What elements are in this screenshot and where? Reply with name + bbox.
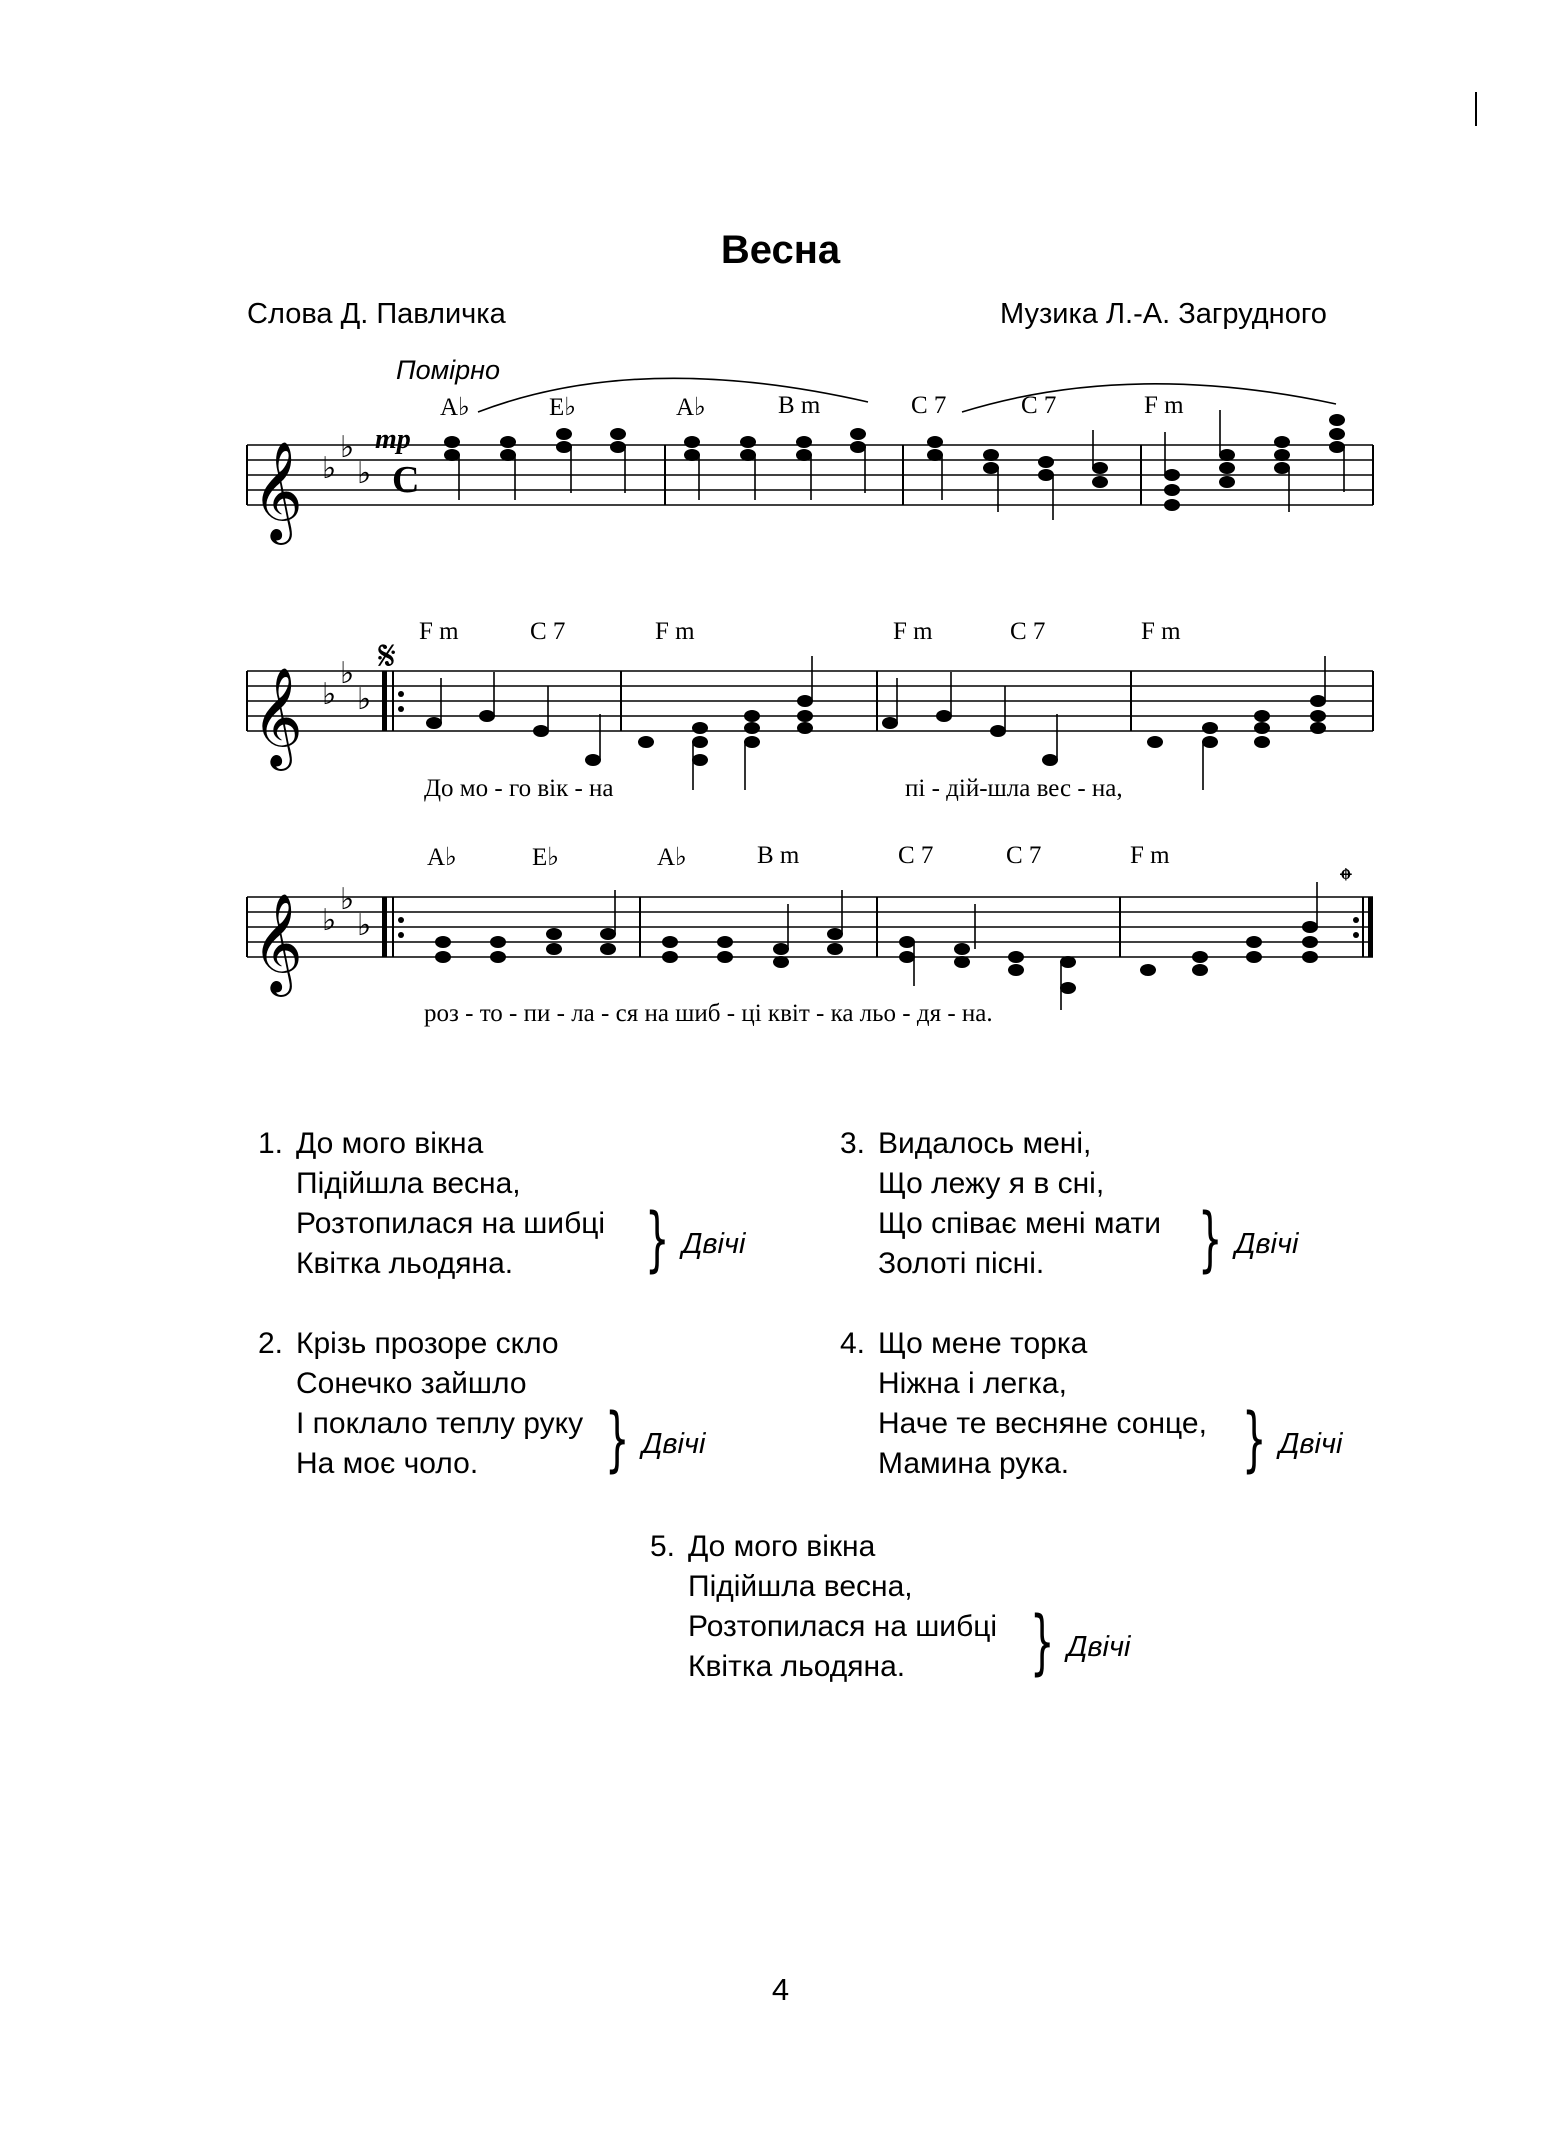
verse-number: 1.: [258, 1127, 284, 1160]
svg-text:♭: ♭: [322, 903, 337, 938]
repeat-brace-icon: }: [605, 1398, 630, 1480]
lyrics-line-2b: пі - дій-шла вес - на,: [905, 775, 1123, 802]
svg-text:♭: ♭: [340, 656, 355, 691]
chord-symbol: F m: [1130, 842, 1170, 869]
composer-credit: Музика Л.-А. Загрудного: [1000, 298, 1327, 330]
svg-text:♭: ♭: [340, 430, 355, 465]
repeat-brace-icon: }: [1030, 1601, 1055, 1683]
lyrics-line-2a: До мо - го вік - на: [424, 775, 614, 802]
chord-symbol: A♭: [657, 844, 687, 871]
svg-text:♭: ♭: [357, 908, 372, 943]
verse-number: 4.: [840, 1327, 866, 1360]
verse-line: Золоті пісні.: [878, 1247, 1045, 1280]
verse-line: Наче те весняне сонце,: [878, 1407, 1207, 1440]
time-signature: C: [392, 459, 420, 501]
repeat-twice-label: Двічі: [1235, 1228, 1299, 1260]
verse-block: [650, 1527, 997, 1687]
segno-icon: 𝄋: [378, 631, 397, 680]
verse-block: [840, 1324, 1207, 1484]
svg-text:𝄞: 𝄞: [252, 441, 303, 541]
verse-line: Ніжна і легка,: [878, 1367, 1067, 1400]
dynamic-marking: mp: [375, 424, 411, 455]
svg-text:𝄞: 𝄞: [252, 893, 303, 993]
chord-symbol: C 7: [911, 392, 947, 419]
verse-line: Видалось мені,: [878, 1127, 1092, 1160]
lyricist-credit: Слова Д. Павличка: [247, 298, 506, 330]
verse-number: 3.: [840, 1127, 866, 1160]
chord-symbol: A♭: [676, 394, 706, 421]
verse-line: Крізь прозоре скло: [296, 1327, 559, 1360]
repeat-twice-label: Двічі: [682, 1228, 746, 1260]
tempo-marking: Помірно: [396, 355, 500, 385]
repeat-twice-label: Двічі: [1067, 1631, 1131, 1663]
verse-line: І поклало теплу руку: [296, 1407, 584, 1440]
verse-line: Що співає мені мати: [878, 1207, 1162, 1240]
chord-symbol: F m: [655, 618, 695, 645]
verse-line: Квітка льодяна.: [296, 1247, 514, 1280]
svg-text:♭: ♭: [357, 682, 372, 717]
coda-icon: 𝄌: [1340, 861, 1352, 901]
chord-symbol: F m: [1144, 392, 1184, 419]
verse-line: До мого вікна: [688, 1530, 876, 1563]
svg-text:𝄞: 𝄞: [252, 667, 303, 767]
repeat-twice-label: Двічі: [1279, 1428, 1343, 1460]
verse-line: Підійшла весна,: [296, 1167, 521, 1200]
verse-number: 5.: [650, 1530, 676, 1563]
chord-symbol: A♭: [427, 844, 457, 871]
verse-line: Підійшла весна,: [688, 1570, 913, 1603]
verse-line: Розтопилася на шибці: [688, 1610, 998, 1643]
repeat-brace-icon: }: [645, 1198, 670, 1280]
verse-line: Квітка льодяна.: [688, 1650, 906, 1683]
chord-symbol: A♭: [440, 394, 470, 421]
note-stems-line1: [459, 410, 1344, 520]
verse-line: Сонечко зайшло: [296, 1367, 527, 1400]
verse-line: До мого вікна: [296, 1127, 484, 1160]
verse-block: [258, 1124, 605, 1284]
verse-line: Розтопилася на шибці: [296, 1207, 606, 1240]
treble-clef-icon: [252, 441, 303, 997]
chord-symbol: C 7: [1021, 392, 1057, 419]
song-title: Весна: [720, 228, 841, 272]
chord-symbol: C 7: [898, 842, 934, 869]
svg-text:♭: ♭: [357, 456, 372, 491]
chord-symbol: F m: [419, 618, 459, 645]
note-heads-line1: [444, 414, 1345, 511]
verse-line: Що мене торка: [878, 1327, 1088, 1360]
lyrics-line-3: роз - то - пи - ла - ся на шиб - ці квіт - ка льо - дя - на.: [424, 1000, 993, 1027]
chord-symbol: C 7: [530, 618, 566, 645]
page-number: 4: [771, 1972, 790, 2007]
svg-text:♭: ♭: [322, 451, 337, 486]
verse-line: На моє чоло.: [296, 1447, 479, 1480]
chord-symbol: E♭: [532, 844, 560, 871]
chord-symbol: C 7: [1006, 842, 1042, 869]
chord-symbol: C 7: [1010, 618, 1046, 645]
phrase-slurs: [478, 378, 1336, 412]
chord-symbol: F m: [893, 618, 933, 645]
verse-number: 2.: [258, 1327, 284, 1360]
verse-line: Мамина рука.: [878, 1447, 1070, 1480]
chord-symbol: F m: [1141, 618, 1181, 645]
chord-symbol: E♭: [549, 394, 577, 421]
key-signature-flats: [322, 430, 371, 943]
verse-line: Що лежу я в сні,: [878, 1167, 1105, 1200]
repeat-twice-label: Двічі: [642, 1428, 706, 1460]
verse-block: [258, 1324, 583, 1484]
chord-symbol: B m: [778, 392, 821, 419]
svg-text:♭: ♭: [322, 677, 337, 712]
svg-text:♭: ♭: [340, 882, 355, 917]
repeat-brace-icon: }: [1242, 1398, 1267, 1480]
repeat-brace-icon: }: [1198, 1198, 1223, 1280]
chord-symbol: B m: [757, 842, 800, 869]
verse-block: [840, 1124, 1161, 1284]
